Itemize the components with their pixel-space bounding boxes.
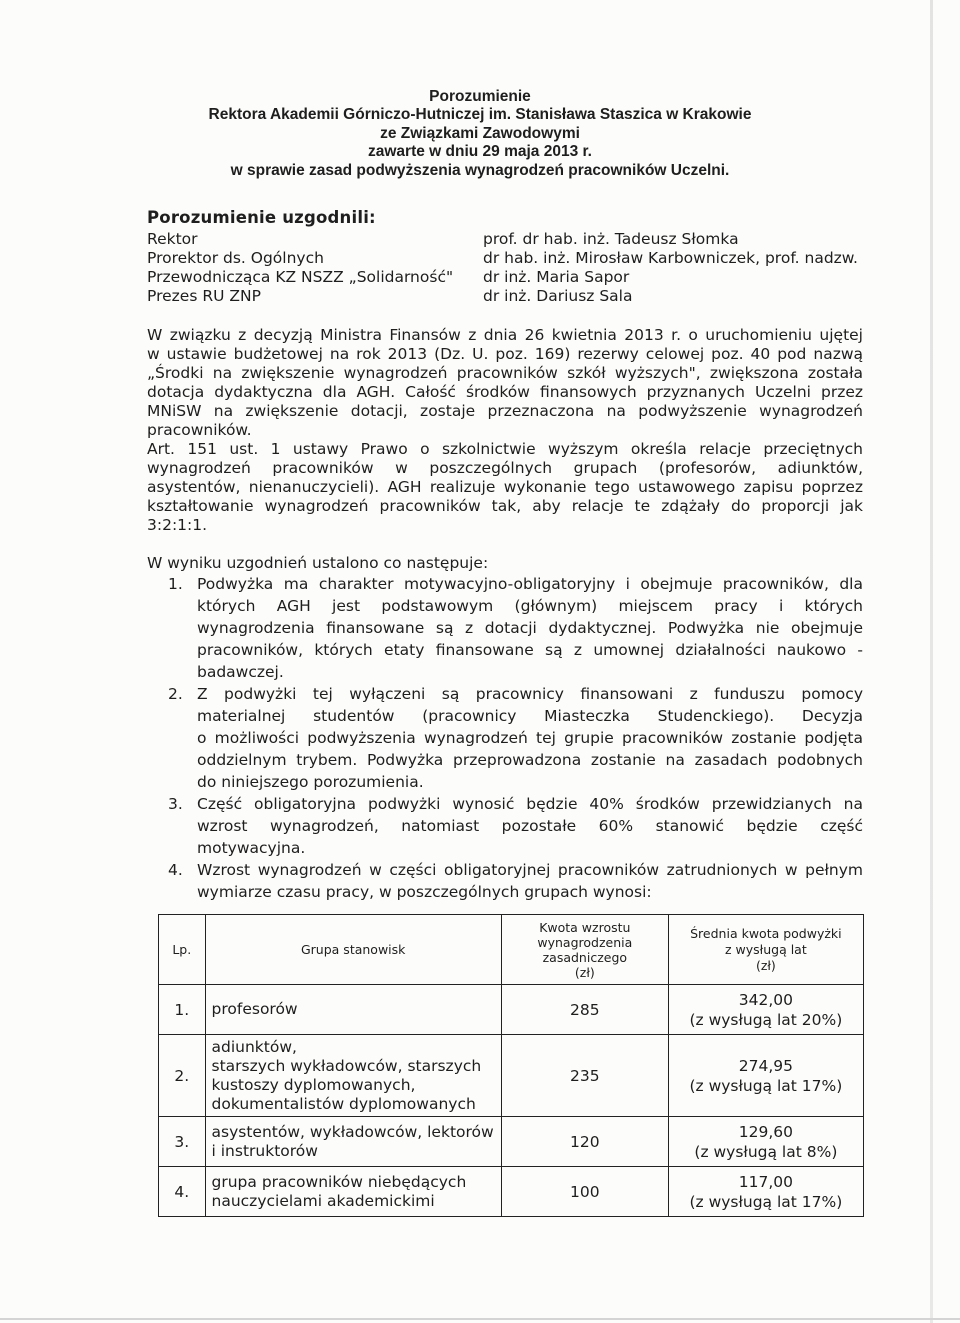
list-item-line: pracowników, których etaty finansowane są z umownej działalności naukowo - [197, 641, 863, 659]
list-item-line: Z podwyżki tej wyłączeni są pracownicy finansowani z funduszu pomocy [197, 685, 863, 703]
header-title: Porozumienie [429, 88, 531, 105]
header-text: z wysługą lat [725, 941, 807, 957]
signatory-role: Rektor [147, 230, 198, 248]
list-item-line: materialnej studentów (pracownicy Miasteczka Studenckiego). Decyzja [197, 707, 863, 725]
paragraph-line: kształtowanie wynagrodzeń pracowników tak, aby relacje te zdążały do proporcji jak [147, 497, 863, 515]
table-row [159, 985, 864, 1035]
list-item-number: 1. [168, 575, 183, 593]
paragraph-line: pracowników. [147, 421, 252, 439]
paragraph-line: Art. 151 ust. 1 ustawy Prawo o szkolnictwie wyższym określa relacje przeciętnych [147, 440, 863, 458]
paragraph-line: wynagrodzeń pracowników w poszczególnych grupach (profesorów, adiunktów, [147, 459, 863, 477]
cell-text: grupa pracowników niebędących [211, 1172, 467, 1191]
list-item-line: do niniejszego porozumienia. [197, 773, 424, 791]
cell-text: 117,00 [738, 1172, 793, 1191]
list-item-line: o możliwości podwyższenia wynagrodzeń tej grupie pracowników zostanie podjęta [197, 729, 863, 747]
cell-base-increase: 285 [501, 985, 668, 1035]
cell-text: profesorów [211, 1000, 298, 1018]
cell-text: 129,60 [738, 1122, 793, 1141]
list-item-line: motywacyjna. [197, 839, 306, 857]
cell-text: asystentów, wykładowców, lektorów [211, 1122, 494, 1141]
cell-group [205, 985, 501, 1035]
header-line-subject: w sprawie zasad podwyższenia wynagrodzeń pracowników Uczelni. [230, 161, 730, 179]
cell-average-increase [668, 1167, 863, 1217]
cell-base-increase: 120 [501, 1117, 668, 1167]
agreed-title: Porozumienie uzgodnili: [147, 208, 376, 227]
header-group: Grupa stanowisk [205, 915, 501, 985]
paragraph-line: 3:2:1:1. [147, 516, 208, 534]
list-item-number: 2. [168, 685, 183, 703]
signatory-role: Prezes RU ZNP [147, 287, 261, 305]
paragraph-line: W związku z decyzją Ministra Finansów z dnia 26 kwietnia 2013 r. o uruchomieniu ujętej [147, 326, 863, 344]
findings-lead [147, 554, 863, 573]
list-item-number: 3. [168, 795, 183, 813]
salary-increase-table [158, 914, 864, 1217]
list-item-line: wynagrodzenia finansowane są z dotacji dydaktycznej. Podwyżka nie obejmuje [197, 619, 863, 637]
header-text: (zł) [574, 964, 595, 980]
header-average-increase [668, 915, 863, 985]
cell-text: 342,00 [738, 990, 793, 1009]
list-item-line: Wzrost wynagrodzeń w części obligatoryjnej pracowników zatrudnionych w pełnym [197, 861, 863, 879]
list-item-line: Podwyżka ma charakter motywacyjno-obligatoryjny i obejmuje pracowników, dla [197, 575, 863, 593]
header-line-rector: Rektora Akademii Górniczo-Hutniczej im. Stanisława Staszica w Krakowie [208, 106, 752, 124]
cell-text: (z wysługą lat 20%) [689, 1010, 843, 1029]
cell-text: starszych wykładowców, starszych [211, 1056, 482, 1075]
header-text: wynagrodzenia [537, 934, 633, 950]
findings-list [147, 573, 863, 903]
list-item-line: których AGH jest podstawowym (głównym) miejscem pracy i których [197, 597, 863, 615]
signatory-name: dr hab. inż. Mirosław Karbowniczek, prof. nadzw. [483, 249, 858, 267]
table-row [159, 1117, 864, 1167]
signatory-name: dr inż. Dariusz Sala [483, 287, 633, 305]
cell-average-increase [668, 1035, 863, 1117]
cell-base-increase: 235 [501, 1035, 668, 1117]
scan-bottom-edge [0, 1318, 960, 1320]
cell-group [205, 1035, 501, 1117]
list-item-line: wymiarze czasu pracy, w poszczególnych grupach wynosi: [197, 883, 652, 901]
header-text: zasadniczego [542, 949, 628, 965]
paragraph-line: MNiSW na zwiększenie dotacji, zostaje przeznaczona na podwyższenie wynagrodzeń [147, 402, 863, 420]
intro-paragraph-2 [147, 440, 863, 535]
signatory-role: Przewodnicząca KZ NSZZ „Solidarność" [147, 268, 454, 286]
list-item-line: Część obligatoryjna podwyżki wynosić będzie 40% środków przewidzianych na [197, 795, 863, 813]
list-item [147, 859, 863, 903]
cell-group [205, 1167, 501, 1217]
list-item [147, 573, 863, 683]
table-row [159, 1167, 864, 1217]
list-item-line: wzrost wynagrodzeń, natomiast pozostałe 60% stanowić będzie część [197, 817, 863, 835]
signatory-role: Prorektor ds. Ogólnych [147, 249, 324, 267]
paragraph-line: dotacja dydaktyczna dla AGH. Całość środków finansowych przyznanych Uczelni przez [147, 383, 863, 401]
signatory-name: dr inż. Maria Sapor [483, 268, 630, 286]
cell-text: i instruktorów [211, 1141, 318, 1160]
header-line-unions: ze Związkami Zawodowymi [380, 124, 580, 142]
list-item-line: oddzielnym trybem. Podwyżka przeprowadzona zostanie na zasadach podobnych [197, 751, 863, 769]
cell-average-increase [668, 1117, 863, 1167]
signatory-name: prof. dr hab. inż. Tadeusz Słomka [483, 230, 739, 248]
table-header-row [159, 915, 864, 985]
findings-lead-text: W wyniku uzgodnień ustalono co następuje: [147, 554, 489, 572]
cell-text: dokumentalistów dyplomowanych [211, 1094, 476, 1113]
cell-base-increase: 100 [501, 1167, 668, 1217]
list-item-number: 4. [168, 861, 183, 879]
cell-text: (z wysługą lat 17%) [689, 1076, 843, 1095]
paragraph-line: w ustawie budżetowej na rok 2013 (Dz. U. poz. 169) rezerwy celowej poz. 40 pod nazwą [147, 345, 863, 363]
list-item-line: badawczej. [197, 663, 284, 681]
cell-lp: 2. [159, 1035, 206, 1117]
cell-lp: 3. [159, 1117, 206, 1167]
header-lp: Lp. [159, 915, 206, 985]
cell-text: adiunktów, [211, 1037, 297, 1056]
header-text: Średnia kwota podwyżki [690, 925, 842, 941]
header-base-increase [501, 915, 668, 985]
cell-lp: 4. [159, 1167, 206, 1217]
header-text: (zł) [755, 957, 776, 973]
cell-group [205, 1117, 501, 1167]
cell-average-increase [668, 985, 863, 1035]
cell-text: (z wysługą lat 8%) [694, 1142, 838, 1161]
cell-text: kustoszy dyplomowanych, [211, 1075, 416, 1094]
intro-paragraph-1 [147, 326, 863, 440]
paragraph-line: „Środki na zwiększenie wynagrodzeń pracowników szkół wyższych", zwiększona została [147, 364, 863, 382]
list-item [147, 793, 863, 859]
paragraph-line: asystentów, nienanuczycieli). AGH realizuje wykonanie tego ustawowego zapisu poprzez [147, 478, 863, 496]
cell-text: (z wysługą lat 17%) [689, 1192, 843, 1211]
header-text: Kwota wzrostu [539, 919, 631, 935]
document-header [0, 88, 960, 180]
list-item [147, 683, 863, 793]
header-line-date: zawarte w dniu 29 maja 2013 r. [367, 143, 592, 161]
cell-lp: 1. [159, 985, 206, 1035]
scan-edge-shadow [930, 0, 933, 1323]
cell-text: nauczycielami akademickimi [211, 1191, 435, 1210]
table-row [159, 1035, 864, 1117]
cell-text: 274,95 [738, 1056, 793, 1075]
